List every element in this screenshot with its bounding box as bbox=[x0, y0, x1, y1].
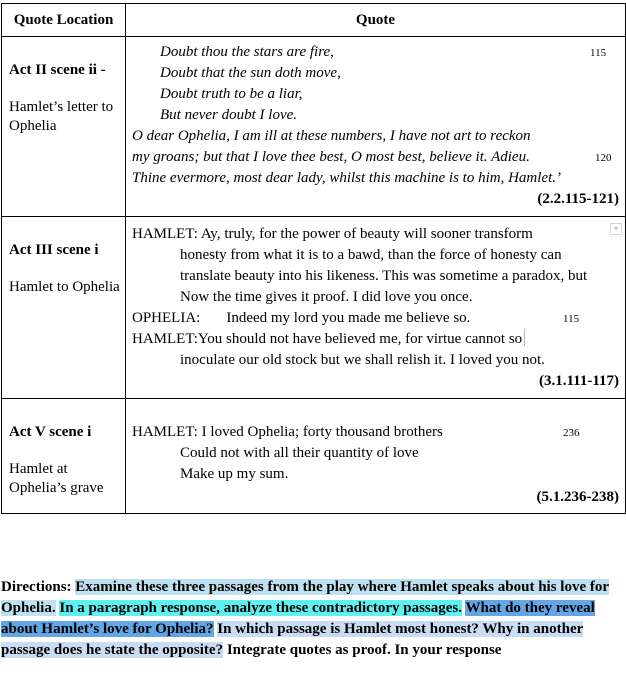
quote-line: HAMLET:You should not have believed me, for virtue cannot so bbox=[132, 329, 619, 350]
directions-sentence-analyze: In a paragraph response, analyze these contradictory passages. bbox=[59, 600, 462, 616]
quote-line: my groans; but that I love thee best, O most best, believe it. Adieu. 120 bbox=[132, 147, 619, 168]
quotes-table bbox=[1, 3, 626, 514]
header-quote: Quote bbox=[126, 4, 626, 37]
table-row bbox=[2, 217, 626, 399]
table-header-row bbox=[2, 4, 626, 37]
quote-cell bbox=[126, 217, 626, 399]
quote-line: inoculate our old stock but we shall relish it. I loved you not. bbox=[180, 352, 545, 368]
quote-line: Doubt thou the stars are fire, 115 bbox=[132, 42, 619, 63]
directions-sentence-reveal: What do they reveal about Hamlet’s love for Ophelia? bbox=[1, 600, 595, 637]
act-label: Act II scene ii - bbox=[9, 62, 106, 78]
chevron-down-icon[interactable]: ▾ bbox=[610, 223, 622, 235]
quote-line: Make up my sum. bbox=[180, 466, 289, 482]
quote-line: translate beauty into his likeness. This was sometime a paradox, but bbox=[180, 268, 588, 284]
line-number: 115 bbox=[590, 47, 607, 59]
quote-cell bbox=[126, 399, 626, 514]
location-cell bbox=[2, 399, 126, 514]
act-label: Act III scene i bbox=[9, 242, 99, 258]
quote-line: Doubt that the sun doth move, bbox=[160, 65, 341, 81]
line-number: 115 bbox=[563, 313, 580, 325]
quote-line: Thine evermore, most dear lady, whilst this machine is to him, Hamlet.’ bbox=[132, 170, 561, 186]
quote-line: HAMLET: Ay, truly, for the power of beauty will sooner transform bbox=[132, 226, 533, 242]
quote-cell bbox=[126, 37, 626, 217]
header-quote-location: Quote Location bbox=[2, 4, 126, 37]
quote-line: HAMLET: I loved Ophelia; forty thousand brothers 236 bbox=[132, 422, 619, 443]
quote-line: But never doubt I love. bbox=[160, 107, 298, 123]
quote-line: Doubt truth to be a liar, bbox=[160, 86, 303, 102]
location-description: Hamlet at Ophelia’s grave bbox=[9, 461, 104, 496]
location-description: Hamlet to Ophelia bbox=[9, 279, 120, 295]
quote-line: Could not with all their quantity of love bbox=[180, 445, 419, 461]
line-number: 120 bbox=[595, 152, 612, 164]
location-cell bbox=[2, 37, 126, 217]
directions-paragraph bbox=[1, 577, 623, 661]
line-number: 236 bbox=[563, 427, 580, 439]
directions-sentence-honest: In which passage is Hamlet most honest? Why in another passage does he state the opposite? bbox=[1, 621, 584, 658]
location-cell bbox=[2, 217, 126, 399]
directions-label: Directions: bbox=[1, 579, 72, 595]
directions-sentence-integrate: Integrate quotes as proof. In your response bbox=[226, 642, 502, 658]
directions-sentence-examine: Examine these three passages from the play where Hamlet speaks about his love for Ophelia. bbox=[1, 579, 610, 616]
table-row bbox=[2, 37, 626, 217]
citation: (5.1.236-238) bbox=[536, 489, 619, 505]
location-description: Hamlet’s letter to Ophelia bbox=[9, 99, 114, 134]
quote-line: OPHELIA: Indeed my lord you made me believe so. 115 bbox=[132, 308, 619, 329]
speaker-label: OPHELIA: bbox=[132, 310, 201, 326]
citation: (2.2.115-121) bbox=[537, 191, 619, 207]
quote-line: honesty from what it is to a bawd, than the force of honesty can bbox=[180, 247, 562, 263]
citation: (3.1.111-117) bbox=[538, 373, 619, 389]
quote-line: Now the time gives it proof. I did love you once. bbox=[180, 289, 473, 305]
act-label: Act V scene i bbox=[9, 424, 92, 440]
text-cursor bbox=[524, 329, 525, 346]
quote-line: O dear Ophelia, I am ill at these numbers, I have not art to reckon bbox=[132, 128, 531, 144]
table-row bbox=[2, 399, 626, 514]
